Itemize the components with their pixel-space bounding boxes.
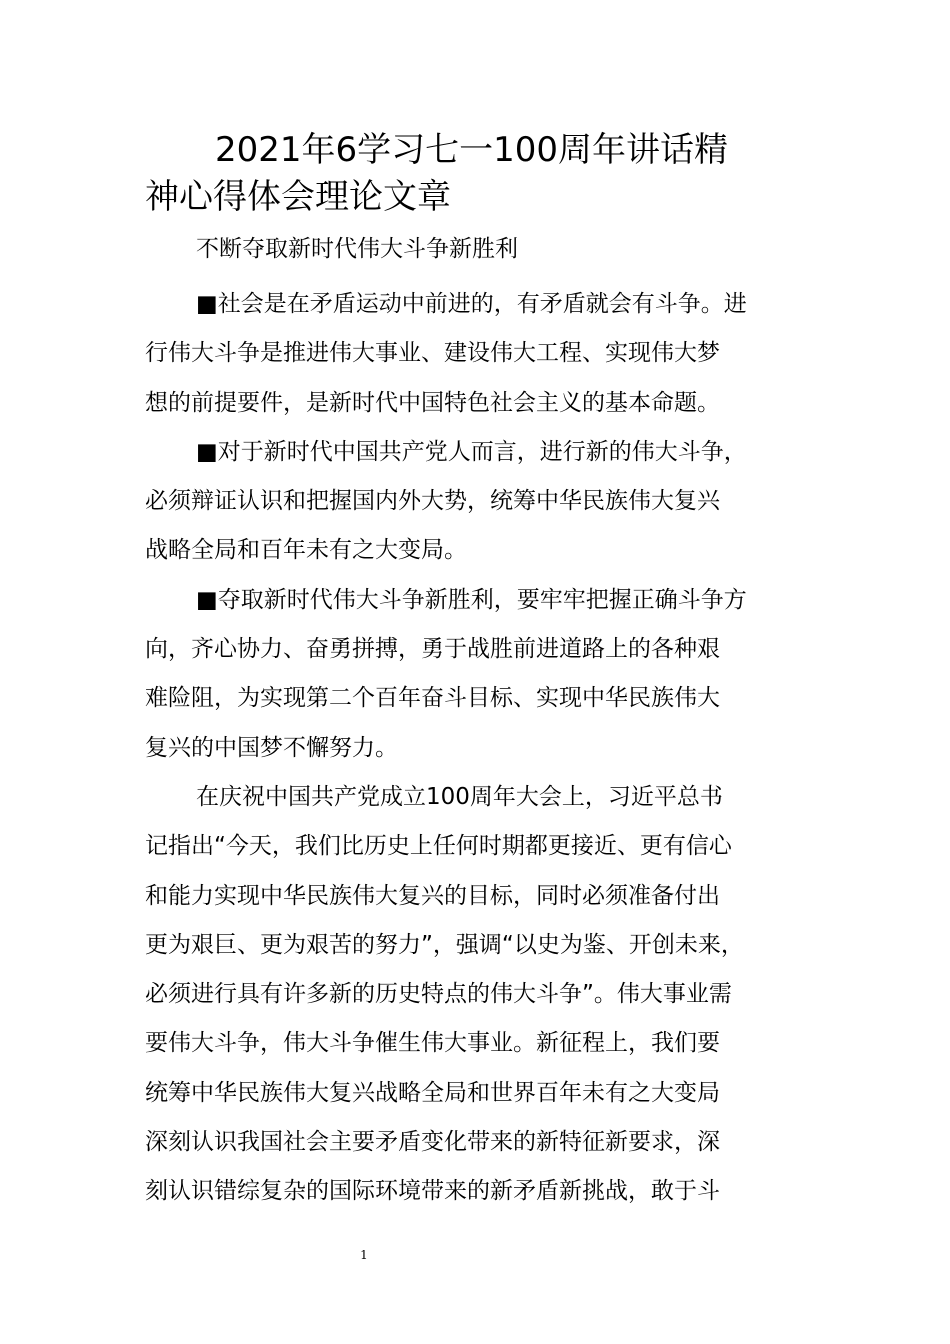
text-line: 复兴的中国梦不懈努力。 [145,734,398,761]
document-title [145,127,810,221]
text-line: 统筹中华民族伟大复兴战略全局和世界百年未有之大变局 [145,1079,720,1106]
paragraph-1 [145,280,810,428]
text-line: 深刻认识我国社会主要矛盾变化带来的新特征新要求，深 [145,1129,720,1156]
text-line: 必须辩证认识和把握国内外大势，统筹中华民族伟大复兴 [145,488,720,515]
text-line: 难险阻，为实现第二个百年奋斗目标、实现中华民族伟大 [145,685,720,712]
text-line: 必须进行具有许多新的历史特点的伟大斗争”。伟大事业需 [145,981,732,1008]
text-line: 记指出“今天，我们比历史上任何时期都更接近、更有信心 [145,833,732,860]
text-line: 战略全局和百年未有之大变局。 [145,537,467,564]
text-line: 更为艰巨、更为艰苦的努力”，强调“以史为鉴、开创未来， [145,931,744,958]
text-line: 刻认识错综复杂的国际环境带来的新矛盾新挑战，敢于斗 [145,1178,720,1205]
text-line: 在庆祝中国共产党成立100周年大会上，习近平总书 [196,783,723,810]
text-line: ■夺取新时代伟大斗争新胜利，要牢牢把握正确斗争方 [196,586,747,613]
paragraph-2 [145,428,810,576]
text-line: 要伟大斗争，伟大斗争催生伟大事业。新征程上，我们要 [145,1030,720,1057]
text-line: 向，齐心协力、奋勇拼搏，勇于战胜前进道路上的各种艰 [145,636,720,663]
document-body [145,280,810,1217]
text-line: 想的前提要件，是新时代中国特色社会主义的基本命题。 [145,389,720,416]
page-number: 1 [360,1248,368,1262]
text-line: 和能力实现中华民族伟大复兴的目标，同时必须准备付出 [145,882,720,909]
title-line-2: 神心得体会理论文章 [145,177,451,217]
text-line: ■社会是在矛盾运动中前进的，有矛盾就会有斗争。进 [196,291,747,317]
paragraph-4 [145,773,810,1217]
title-line-1: 2021年6学习七一100周年讲话精 [215,130,729,170]
paragraph-3 [145,576,810,773]
text-line: ■对于新时代中国共产党人而言，进行新的伟大斗争， [196,438,747,465]
document-subtitle: 不断夺取新时代伟大斗争新胜利 [196,236,518,262]
text-line: 行伟大斗争是推进伟大事业、建设伟大工程、实现伟大梦 [145,340,720,367]
